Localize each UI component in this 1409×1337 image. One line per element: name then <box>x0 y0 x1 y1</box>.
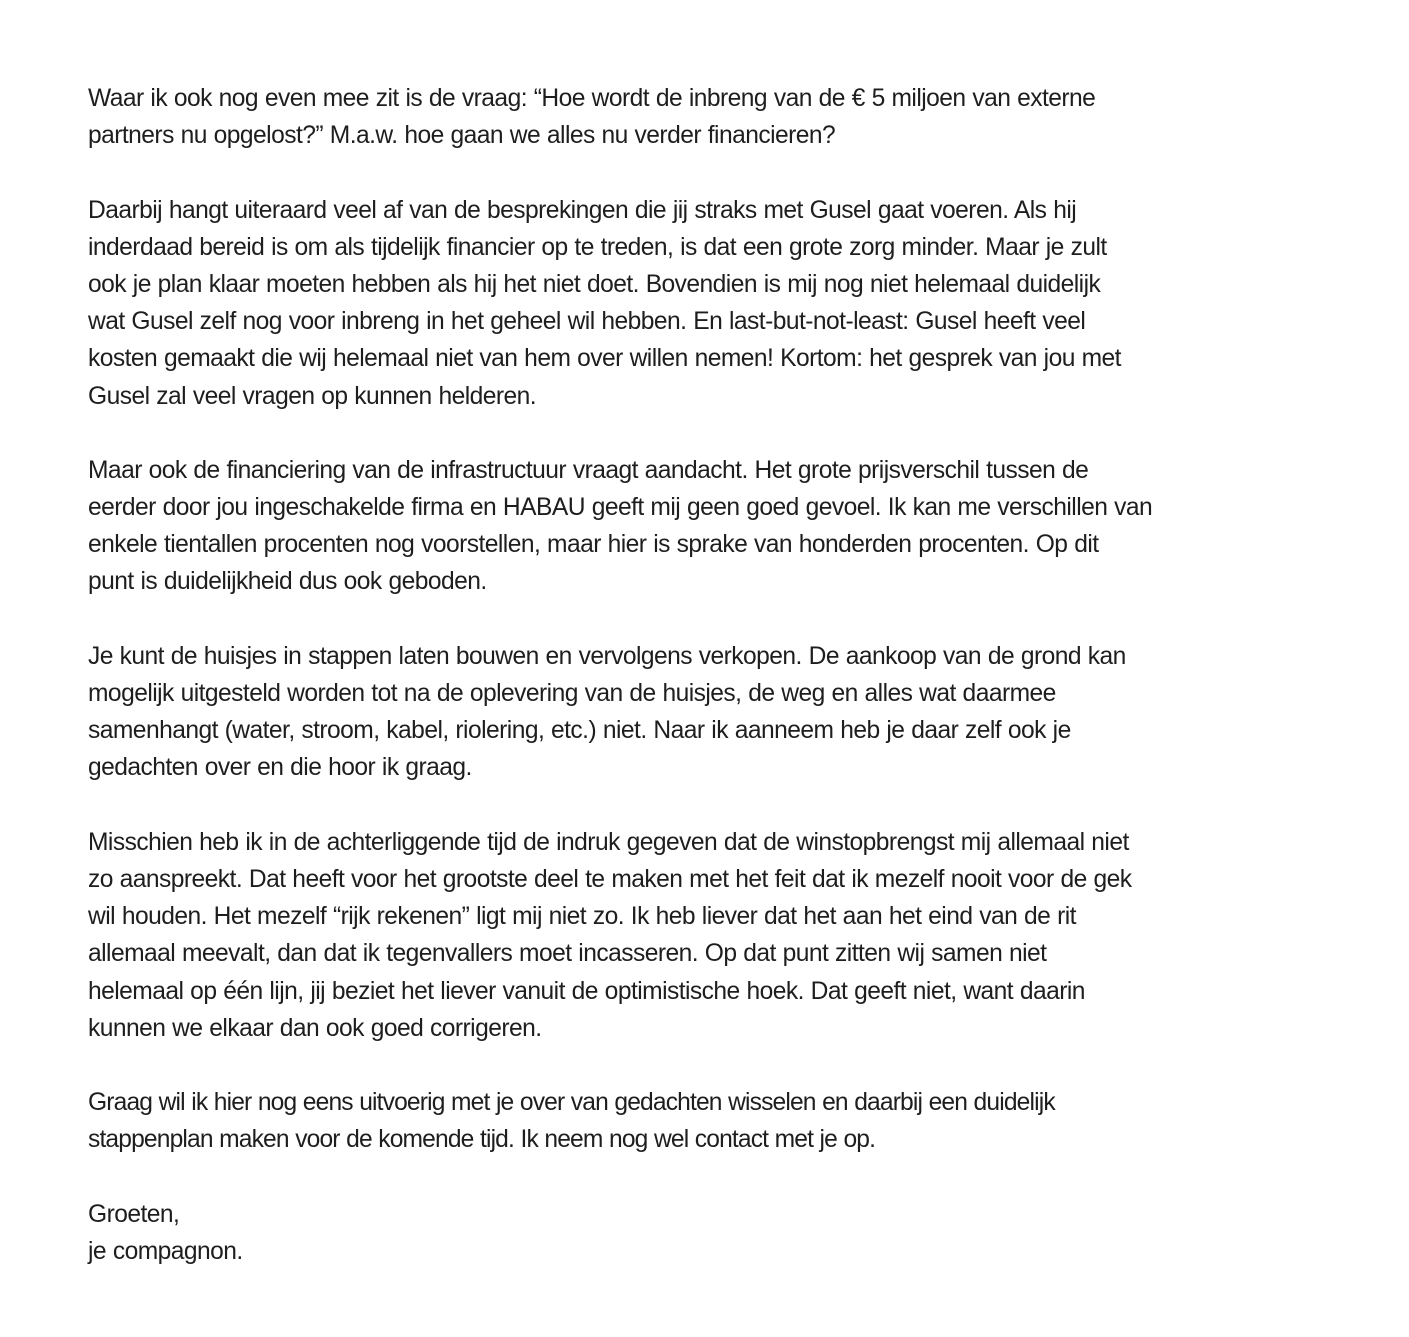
text-line: zo aanspreekt. Dat heeft voor het grootste deel te maken met het feit dat ik mezelf nooit voor de gek <box>88 865 1132 893</box>
paragraph-building-phases <box>88 638 1378 787</box>
text-line: Daarbij hangt uiteraard veel af van de besprekingen die jij straks met Gusel gaat voeren. Als hij <box>88 196 1077 224</box>
text-line: Graag wil ik hier nog eens uitvoerig met je over van gedachten wisselen en daarbij een duidelijk <box>88 1089 1055 1117</box>
text-line: Misschien heb ik in de achterliggende tijd de indruk gegeven dat de winstopbrengst mij allemaal niet <box>88 828 1129 856</box>
signature: je compagnon. <box>88 1237 243 1265</box>
text-line: Waar ik ook nog even mee zit is de vraag: “Hoe wordt de inbreng van de € 5 miljoen van externe <box>88 85 1096 112</box>
paragraph-profit-outlook <box>88 824 1378 1047</box>
text-line: stappenplan maken voor de komende tijd. Ik neem nog wel contact met je op. <box>88 1126 876 1154</box>
letter-closing <box>88 1196 1378 1270</box>
text-line: helemaal op één lijn, jij beziet het liever vanuit de optimistische hoek. Dat geeft niet, want daarin <box>88 977 1085 1005</box>
paragraph-gusel-discussion <box>88 192 1378 415</box>
text-line: allemaal meevalt, dan dat ik tegenvallers moet incasseren. Op dat punt zitten wij samen niet <box>88 940 1047 968</box>
text-line: inderdaad bereid is om als tijdelijk financier op te treden, is dat een grote zorg minder. Maar je zult <box>88 233 1107 261</box>
text-line: ook je plan klaar moeten hebben als hij het niet doet. Bovendien is mij nog niet helemaal duidelijk <box>88 270 1101 298</box>
text-line: kosten gemaakt die wij helemaal niet van hem over willen nemen! Kortom: het gesprek van jou met <box>88 345 1121 373</box>
letter-page <box>88 80 1378 1307</box>
text-line: eerder door jou ingeschakelde firma en HABAU geeft mij geen goed gevoel. Ik kan me verschillen van <box>88 494 1153 522</box>
paragraph-next-steps <box>88 1084 1378 1158</box>
text-line: wil houden. Het mezelf “rijk rekenen” ligt mij niet zo. Ik heb liever dat het aan het eind van de rit <box>88 903 1076 931</box>
text-line: samenhangt (water, stroom, kabel, riolering, etc.) niet. Naar ik aanneem heb je daar zelf ook je <box>88 717 1071 745</box>
text-line: Je kunt de huisjes in stappen laten bouwen en vervolgens verkopen. De aankoop van de grond kan <box>88 642 1126 670</box>
closing-greeting: Groeten, <box>88 1200 180 1228</box>
paragraph-infrastructure <box>88 452 1378 601</box>
text-line: gedachten over en die hoor ik graag. <box>88 754 472 782</box>
paragraph-financing-question <box>88 80 1378 154</box>
text-line: kunnen we elkaar dan ook goed corrigeren. <box>88 1014 542 1042</box>
text-line: enkele tientallen procenten nog voorstellen, maar hier is sprake van honderden procenten. Op dit <box>88 531 1099 559</box>
text-line: Gusel zal veel vragen op kunnen helderen. <box>88 382 537 410</box>
text-line: mogelijk uitgesteld worden tot na de oplevering van de huisjes, de weg en alles wat daarmee <box>88 680 1056 707</box>
text-line: partners nu opgelost?” M.a.w. hoe gaan we alles nu verder financieren? <box>88 122 836 150</box>
text-line: Maar ook de financiering van de infrastructuur vraagt aandacht. Het grote prijsverschil tussen de <box>88 456 1089 484</box>
text-line: punt is duidelijkheid dus ook geboden. <box>88 568 487 596</box>
text-line: wat Gusel zelf nog voor inbreng in het geheel wil hebben. En last-but-not-least: Gusel heeft veel <box>88 308 1086 336</box>
